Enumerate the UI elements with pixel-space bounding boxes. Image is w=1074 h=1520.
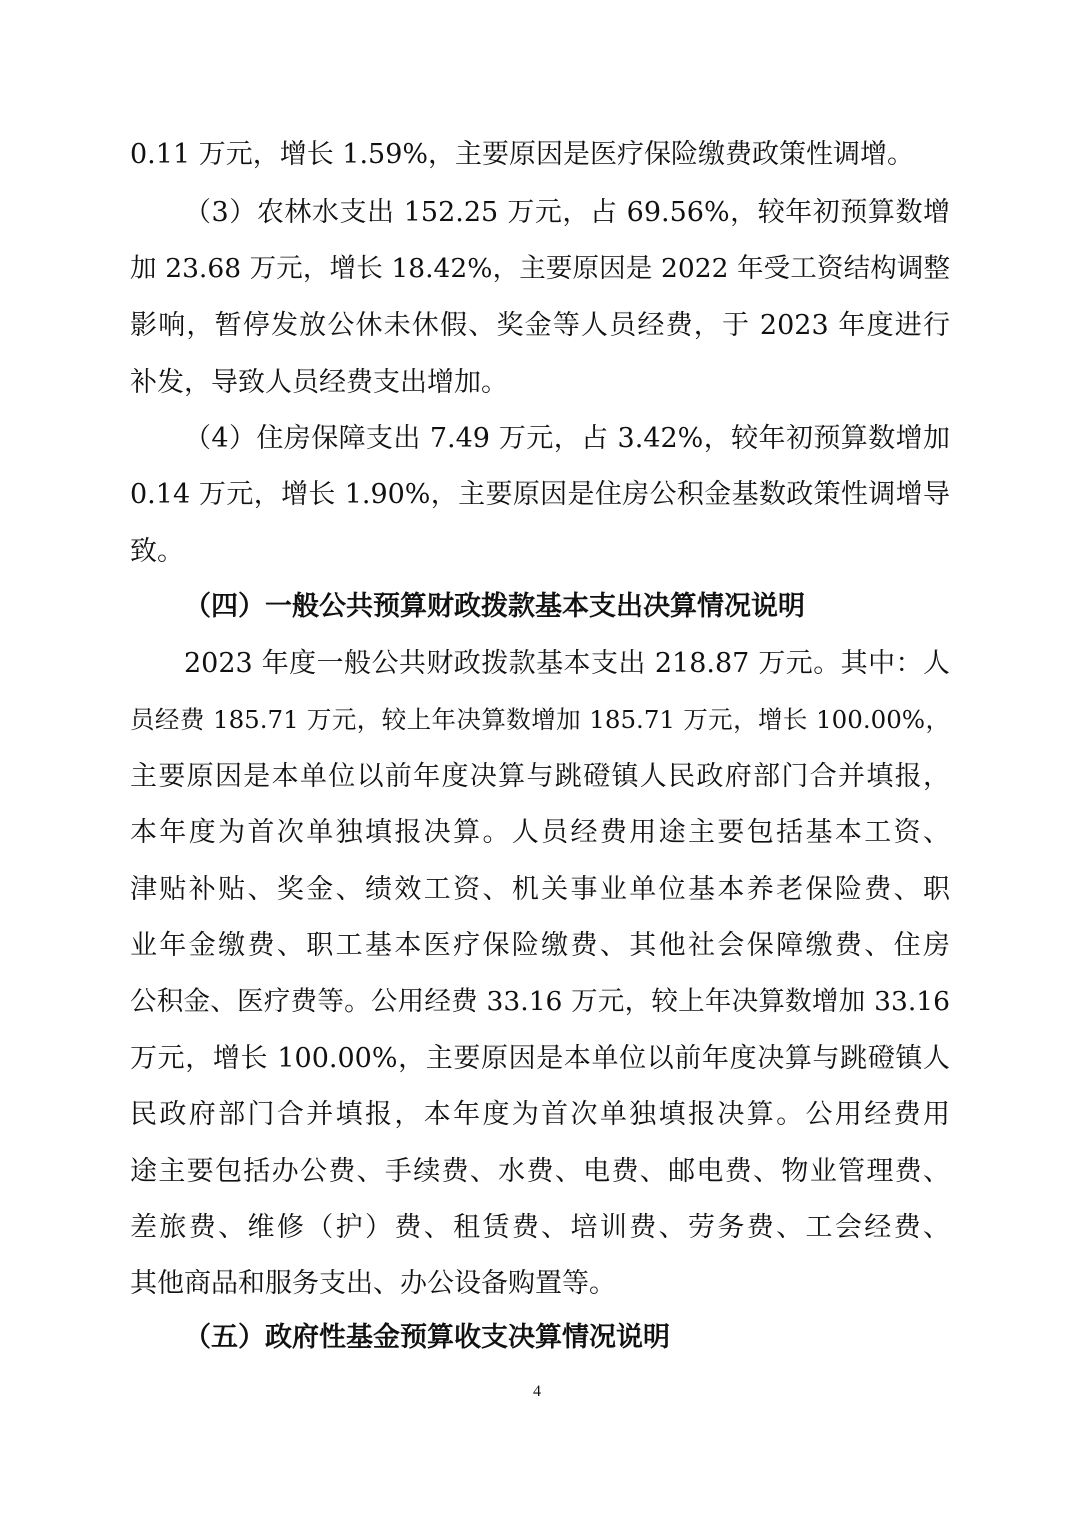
paragraph-line: 途主要包括办公费、手续费、水费、电费、邮电费、物业管理费、 [130, 1156, 950, 1187]
paragraph-line: 差旅费、维修（护）费、租赁费、培训费、劳务费、工会经费、 [130, 1212, 950, 1243]
page-number: 4 [533, 1383, 541, 1400]
paragraph-line: 本年度为首次单独填报决算。人员经费用途主要包括基本工资、 [130, 817, 950, 848]
paragraph-line: 加 23.68 万元，增长 18.42%，主要原因是 2022 年受工资结构调整 [130, 253, 950, 284]
paragraph-line: 津贴补贴、奖金、绩效工资、机关事业单位基本养老保险费、职 [130, 874, 950, 905]
paragraph-line: 致。 [130, 536, 184, 567]
section-heading: （四）一般公共预算财政拨款基本支出决算情况说明 [184, 591, 805, 622]
paragraph-line: 2023 年度一般公共财政拨款基本支出 218.87 万元。其中：人 [184, 648, 950, 679]
paragraph-line: 万元，增长 100.00%，主要原因是本单位以前年度决算与跳磴镇人 [130, 1043, 950, 1074]
paragraph-line: 0.11 万元，增长 1.59%，主要原因是医疗保险缴费政策性调增。 [130, 139, 915, 170]
paragraph-line: （3）农林水支出 152.25 万元，占 69.56%，较年初预算数增 [184, 197, 950, 228]
paragraph-line: 0.14 万元，增长 1.90%，主要原因是住房公积金基数政策性调增导 [130, 479, 950, 510]
section-heading: （五）政府性基金预算收支决算情况说明 [184, 1322, 670, 1353]
paragraph-line: 民政府部门合并填报，本年度为首次单独填报决算。公用经费用 [130, 1099, 950, 1130]
paragraph-line: （4）住房保障支出 7.49 万元，占 3.42%，较年初预算数增加 [184, 423, 950, 454]
paragraph-line: 业年金缴费、职工基本医疗保险缴费、其他社会保障缴费、住房 [130, 930, 950, 961]
paragraph-line: 补发，导致人员经费支出增加。 [130, 367, 508, 398]
paragraph-line: 其他商品和服务支出、办公设备购置等。 [130, 1268, 616, 1299]
paragraph-line: 影响，暂停发放公休未休假、奖金等人员经费，于 2023 年度进行 [130, 310, 950, 341]
paragraph-line: 公积金、医疗费等。公用经费 33.16 万元，较上年决算数增加 33.16 [130, 986, 950, 1017]
paragraph-line: 主要原因是本单位以前年度决算与跳磴镇人民政府部门合并填报， [130, 761, 950, 792]
paragraph-line: 员经费 185.71 万元，较上年决算数增加 185.71 万元，增长 100.00%， [130, 705, 950, 734]
